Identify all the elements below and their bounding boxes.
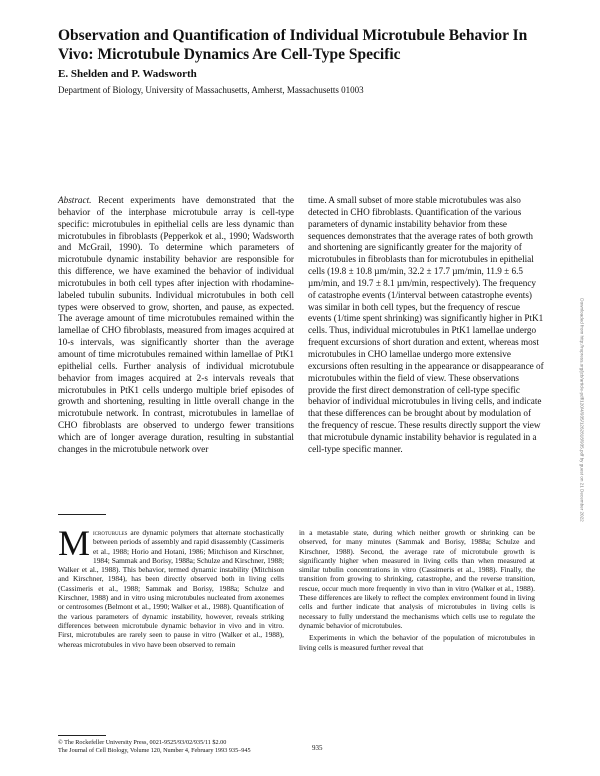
intro-text-right-paragraph-2: Experiments in which the behavior of the population of microtubules in living cells is measured further reveal that — [299, 633, 535, 652]
page-number: 935 — [312, 744, 323, 752]
author-affiliation: Department of Biology, University of Massachusetts, Amherst, Massachusetts 01003 — [58, 85, 364, 95]
copyright-line: © The Rockefeller University Press, 0021-9525/93/02/935/11 $2.00 — [58, 739, 227, 746]
abstract-label: Abstract. — [58, 195, 92, 205]
intro-right-column — [299, 528, 535, 652]
intro-lead-word: icrotubules — [93, 528, 128, 537]
paper-authors: E. Shelden and P. Wadsworth — [58, 68, 197, 80]
intro-text-right: in a metastable state, during which neither growth or shrinking can be observed, for many minutes (Sammak and Borisy, 1988a; Schulze and Kirschner, 1988). Second, the average rate of microtubule growth is significantly higher when measured in living cells than when measured at similar tubulin concentrations in vitro (Cassimeris et al., 1988). Finally, the transition from growing to shrinking, catastrophe, and the reverse transition, rescue, occur much more frequently in vivo than in vitro (Walker et al., 1988). These differences are likely to reflect the complex environment found in living cells and further indicate that analysis of microtubules in living cells is necessary to fully understand the mechanisms which cells use to regulate the dynamic behavior of microtubules. — [299, 528, 535, 630]
paper-title: Observation and Quantification of Individual Microtubule Behavior In Vivo: Microtubule Dynamics Are Cell-Type Specific — [58, 27, 528, 63]
abstract-right-column: time. A small subset of more stable microtubules was also detected in CHO fibroblasts. Quantification of the various parameters of dynamic instability behavior from these sequences demonstrates that the average rates of both growth and shortening are significantly greater for the majority of microtubules in fibroblasts than for microtubules in epithelial cells (19.8 ± 10.8 µm/min, 32.2 ± 17.7 µm/min, 11.9 ± 6.5 µm/min, and 19.7 ± 8.1 µm/min, respectively). The frequency of catastrophe events (1/interval between catastrophe events) was similar in both cell types, but the frequency of rescue events (1/time spent shrinking) was significantly higher in PtK1 cells. Thus, individual microtubules in PtK1 lamellae undergo frequent excursions of short duration and extent, whereas most microtubules in CHO lamellae undergo more extensive excursions often resulting in the appearance or disappearance of microtubules within the field of view. These observations provide the first direct demonstration of cell-type specific behavior of individual microtubules in living cells, and indicate that these differences can be brought about by modulation of the frequency of rescue. These results directly support the view that microtubule dynamic instability behavior is regulated in a cell-type specific manner. — [308, 195, 544, 454]
download-note-text: Downloaded from http://rupress.org/jcb/article-pdf/120/4/935/1262818/935.pdf by guest on 21 December 2022 — [579, 298, 585, 522]
section-divider — [58, 514, 106, 515]
journal-citation: The Journal of Cell Biology, Volume 120, Number 4, February 1993 935–945 — [58, 747, 251, 754]
footer-divider — [58, 735, 106, 736]
abstract-left-column — [58, 195, 294, 456]
drop-cap: M — [58, 523, 91, 563]
intro-left-column — [58, 523, 284, 649]
abstract-text-left: Recent experiments have demonstrated that the behavior of the interphase microtubule array is cell-type specific: microtubules in epithelial cells are less dynamic than microtubules in fibroblasts (Pepperkok et al., 1990; Wadsworth and McGrail, 1990). To determine which parameters of microtubule dynamic instability behavior are responsible for this difference, we have examined the behavior of individual microtubules in both cell types after injection with rhodamine-labeled tubulin subunits. Individual microtubules in both cell types were observed to grow, shorten, and pause, as expected. The average amount of time microtubules remained within the lamellae of CHO fibroblasts, measured from images acquired at 10-s intervals, was significantly shorter than the average amount of time microtubules remained within lamellae of PtK1 epithelial cells. Further analysis of individual microtubule behavior from images acquired at 2-s intervals reveals that microtubules in PtK1 cells undergo multiple brief episodes of growth and shortening, resulting in little overall change in the microtubule network. In contrast, microtubules in lamellae of CHO fibroblasts are observed to undergo fewer transitions which are of longer average duration, resulting in substantial changes in the microtubule network over — [58, 195, 294, 454]
intro-text-left: are dynamic polymers that alternate stochastically between periods of assembly and rapid disassembly (Cassimeris et al., 1988; Horio and Hotani, 1986; Mitchison and Kirschner, 1984; Sammak and Borisy, 1988a; Schulze and Kirschner, 1988; Walker et al., 1988). This behavior, termed dynamic instability (Mitchison and Kirschner, 1984), has been directly observed both in living cells (Cassimeris et al., 1988; Sammak and Borisy, 1988a; Schulze and Kirschner, 1988) and in vitro using microtubules nucleated from axonemes or centrosomes (Belmont et al., 1990; Walker et al., 1988). Quantification of the various parameters of dynamic instability, however, reveals striking differences between microtubule dynamic behavior in vivo and in vitro. First, microtubules are rarely seen to pause in vitro (Walker et al., 1988), whereas microtubules in vivo have been observed to remain — [58, 528, 284, 649]
